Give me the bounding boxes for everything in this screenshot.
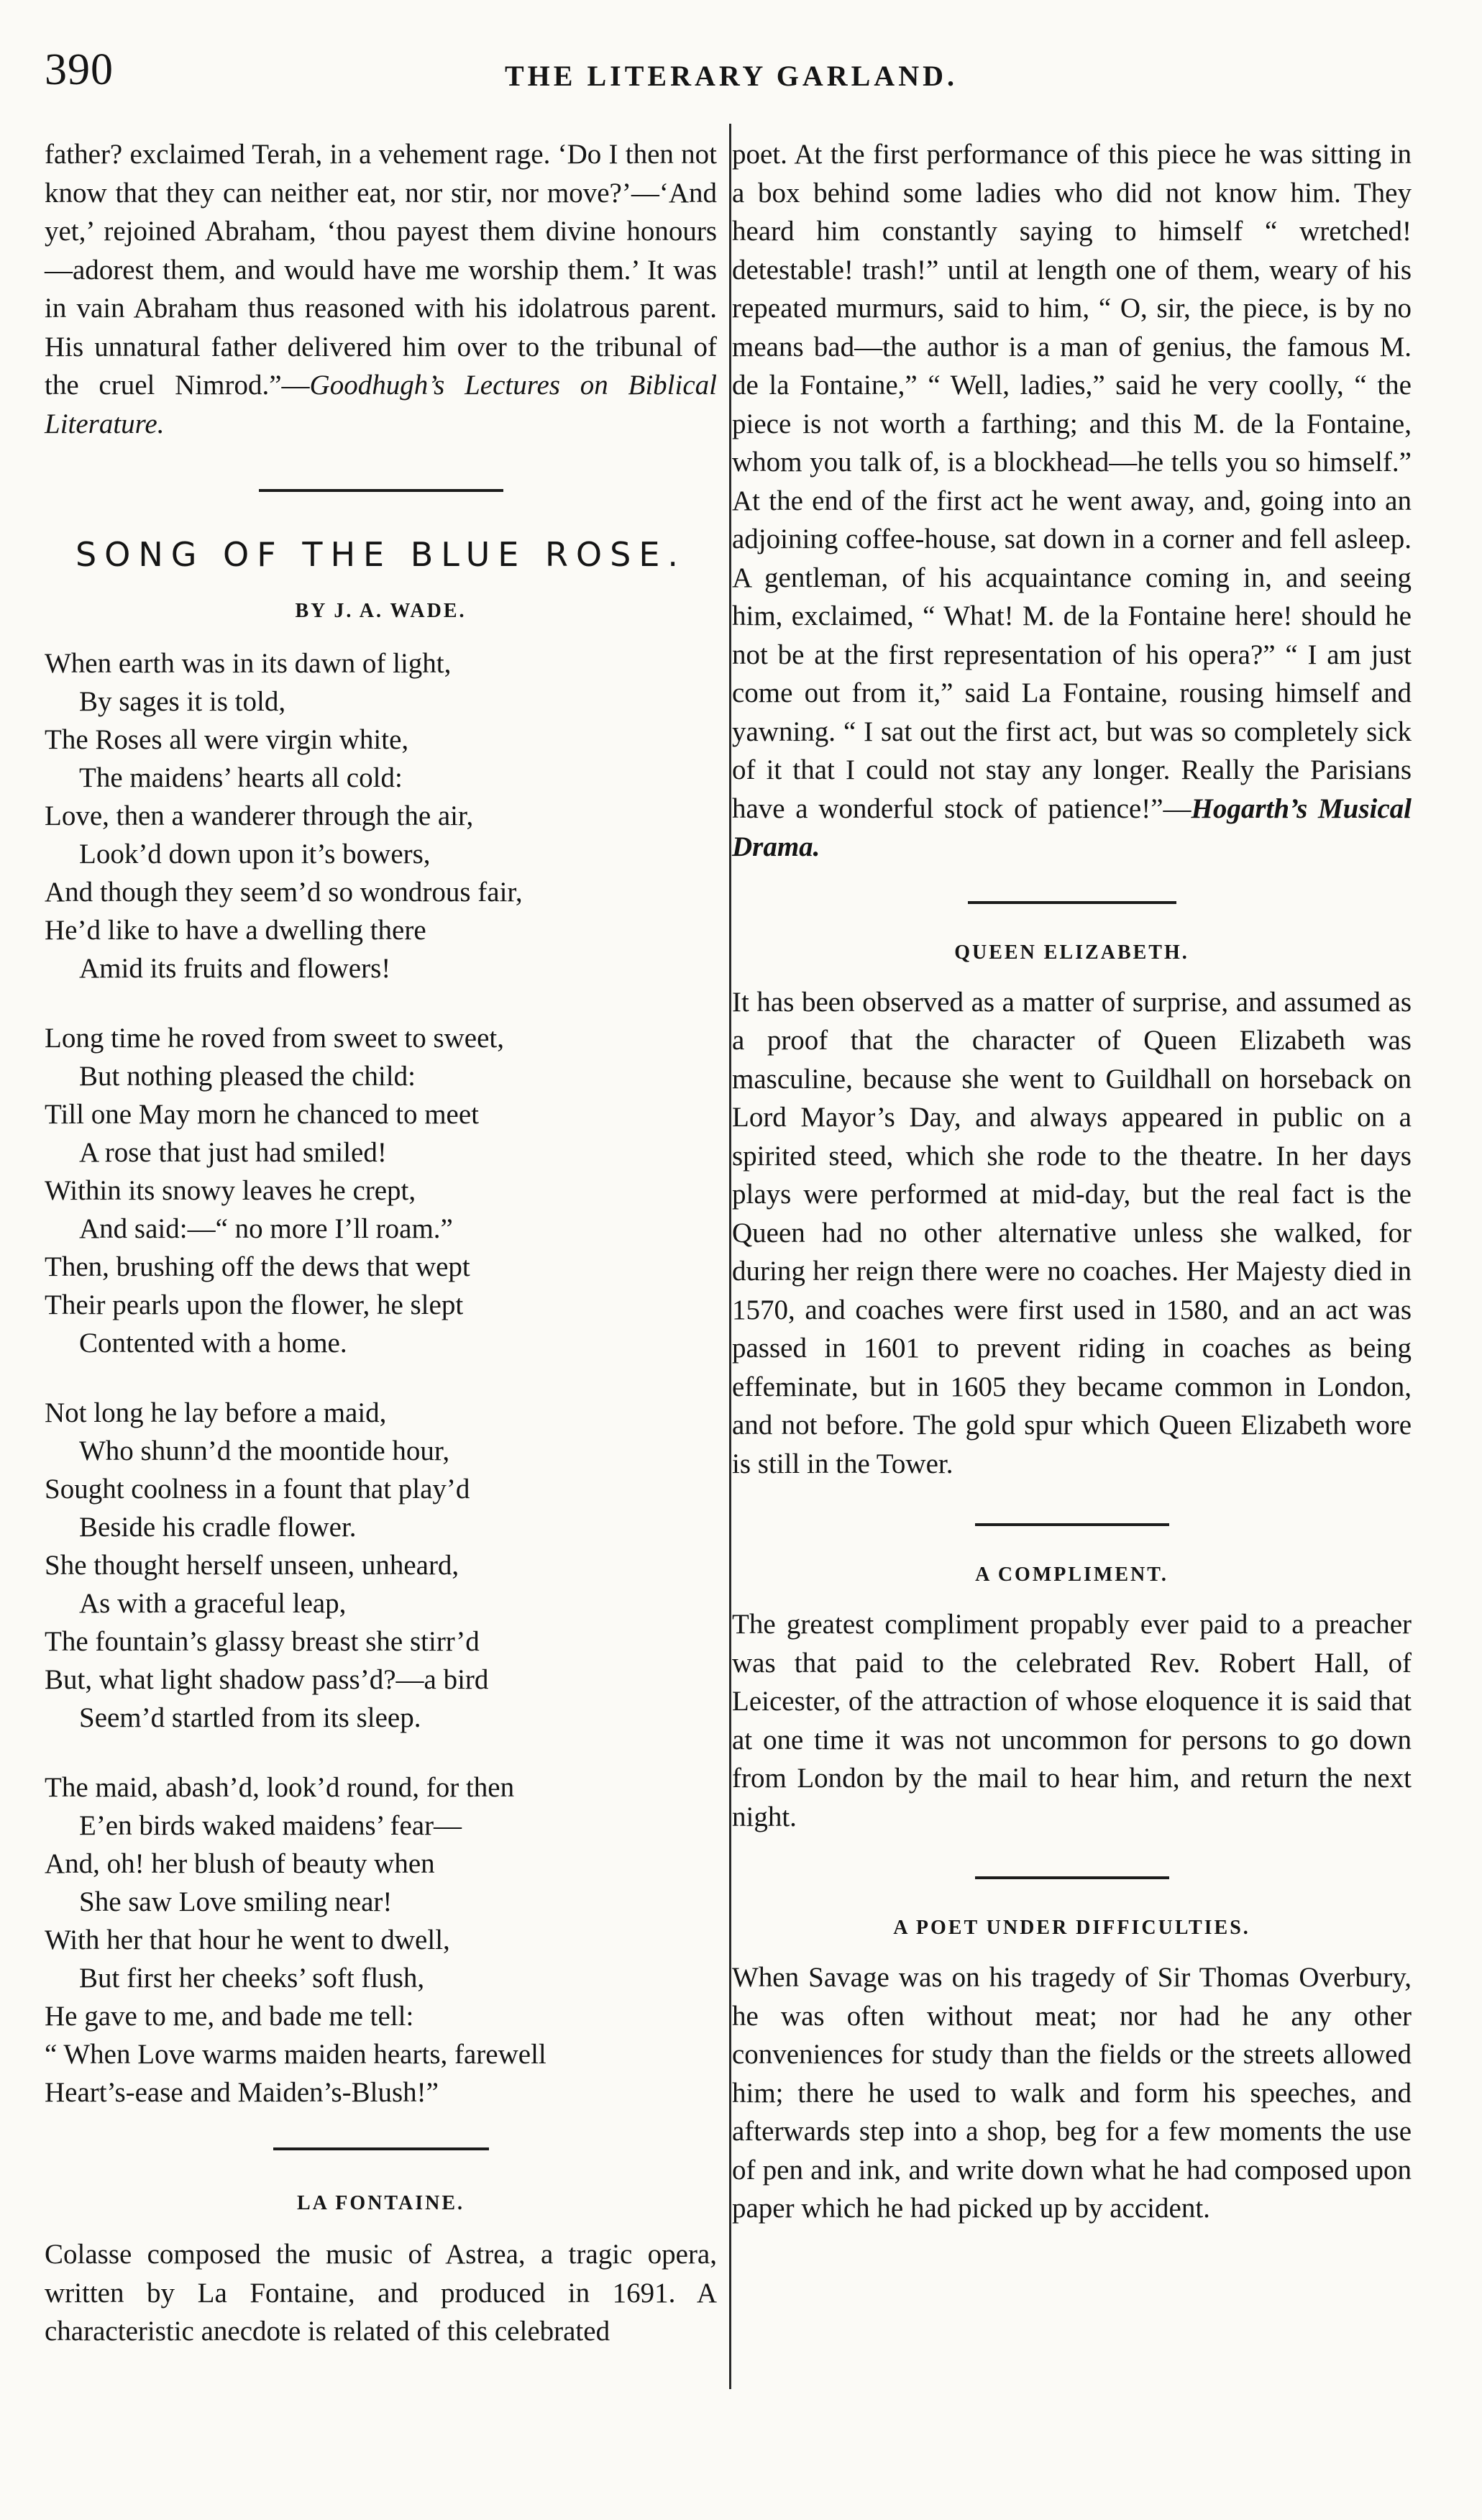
verse-line: He gave to me, and bade me tell: xyxy=(45,2001,414,2032)
separator-rule xyxy=(975,1876,1169,1879)
verse-line: Sought coolness in a fount that play’d xyxy=(45,1474,470,1505)
section-heading-compliment: A COMPLIMENT. xyxy=(975,1563,1168,1586)
left-column xyxy=(45,135,717,2351)
verse-line: A rose that just had smiled! xyxy=(79,1137,387,1168)
verse-line: Within its snowy leaves he crept, xyxy=(45,1175,416,1206)
separator-rule xyxy=(968,901,1176,904)
verse-line: But, what light shadow pass’d?—a bird xyxy=(45,1664,489,1695)
verse-line: As with a graceful leap, xyxy=(79,1588,347,1619)
song-title: SONG OF THE BLUE ROSE. xyxy=(75,535,687,574)
section-heading-poet-under-difficulties: A POET UNDER DIFFICULTIES. xyxy=(893,1917,1250,1939)
verse-line: Then, brushing off the dews that wept xyxy=(45,1251,470,1282)
page-number: 390 xyxy=(45,45,114,94)
page-header xyxy=(45,45,1476,102)
verse-line: Not long he lay before a maid, xyxy=(45,1397,387,1428)
intro-paragraph xyxy=(45,135,717,443)
song-stanza xyxy=(45,644,717,987)
verse-line: Contented with a home. xyxy=(79,1328,347,1359)
separator-rule xyxy=(259,489,503,492)
verse-line: By sages it is told, xyxy=(79,686,286,717)
compliment-paragraph: The greatest compliment propably ever paid to a preacher was that paid to the celebrated Rev. Robert Hall, of Leicester, of the attraction of whose eloquence it is said that at one time it was not uncommon for persons to go down from London by the mail to hear him, and return the next night. xyxy=(732,1609,1412,1832)
verse-line: Beside his cradle flower. xyxy=(79,1512,357,1543)
verse-line: E’en birds waked maidens’ fear— xyxy=(79,1810,462,1841)
verse-line: With her that hour he went to dwell, xyxy=(45,1925,450,1955)
verse-line: She thought herself unseen, unheard, xyxy=(45,1550,459,1581)
queen-elizabeth-paragraph: It has been observed as a matter of surprise, and assumed as a proof that the character of Queen Elizabeth was masculine, because she went to Guildhall on horseback on Lord Mayor’s Day, and always appeared in public on a spirited steed, which she rode to the theatre. In her days plays were performed at mid-day, but the real fact is the Queen had no other alternative unless she walked, for during her reign there were no coaches. Her Majesty died in 1570, and coaches were first used in 1580, and an act was passed in 1601 to prevent riding in coaches as being effeminate, but in 1605 they became common in London, and not before. The gold spur which Queen Elizabeth wore is still in the Tower. xyxy=(732,986,1412,1479)
separator-rule xyxy=(273,2147,489,2150)
verse-line: Heart’s-ease and Maiden’s-Blush!” xyxy=(45,2077,439,2108)
verse-line: Amid its fruits and flowers! xyxy=(79,953,391,984)
verse-line: Look’d down upon it’s bowers, xyxy=(79,839,431,869)
verse-line: The Roses all were virgin white, xyxy=(45,724,409,755)
verse-line: Till one May morn he chanced to meet xyxy=(45,1099,480,1130)
song-byline: BY J. A. WADE. xyxy=(295,600,467,622)
verse-line: Seem’d startled from its sleep. xyxy=(79,1702,421,1733)
verse-line: Long time he roved from sweet to sweet, xyxy=(45,1023,504,1054)
verse-line: But first her cheeks’ soft flush, xyxy=(79,1963,425,1994)
verse-line: The maid, abash’d, look’d round, for then xyxy=(45,1772,515,1803)
poet-paragraph: When Savage was on his tragedy of Sir Thomas Overbury, he was often without meat; nor had he any other conveniences for study than the fields or the streets allowed him; there he used to walk and form his speeches, and afterwards step into a shop, beg for a few moments the use of pen and ink, and write down what he had composed upon paper which he had picked up by accident. xyxy=(732,1962,1412,2224)
verse-line: “ When Love warms maiden hearts, farewell xyxy=(45,2039,546,2070)
verse-line: The fountain’s glassy breast she stirr’d xyxy=(45,1626,480,1657)
verse-line: Their pearls upon the flower, he slept xyxy=(45,1289,464,1320)
verse-line: Who shunn’d the moontide hour, xyxy=(79,1435,450,1466)
intro-text: father? exclaimed Terah, in a vehement rage. ‘Do I then not know that they can neither eat, nor stir, nor move?’—‘And yet,’ rejoined Abraham, ‘thou payest them divine honours—adorest them, and would have me worship them.’ It was in vain Abraham thus reasoned with his idolatrous parent. His unnatural father delivered him over to the tribunal of the cruel Nimrod.”— xyxy=(45,139,717,401)
section-heading-queen-elizabeth: QUEEN ELIZABETH. xyxy=(954,941,1189,964)
verse-line: When earth was in its dawn of light, xyxy=(45,648,452,679)
song-stanza xyxy=(45,1768,717,2112)
column-rule xyxy=(729,124,731,2389)
intro-source: Goodhugh’s Lectures on Biblical Literature. xyxy=(45,370,717,439)
verse-line: Love, then a wanderer through the air, xyxy=(45,800,474,831)
verse-line: And, oh! her blush of beauty when xyxy=(45,1848,435,1879)
song-body xyxy=(45,644,717,2112)
verse-line: And though they seem’d so wondrous fair, xyxy=(45,877,523,908)
verse-line: But nothing pleased the child: xyxy=(79,1061,416,1092)
song-stanza xyxy=(45,1394,717,1737)
verse-line: She saw Love smiling near! xyxy=(79,1886,393,1917)
la-fontaine-paragraph: Colasse composed the music of Astrea, a tragic opera, written by La Fontaine, and produced in 1691. A characteristic anecdote is related of this celebrated xyxy=(45,2239,717,2347)
la-fontaine-continued xyxy=(732,135,1412,867)
la-fontaine-continued-text: poet. At the first performance of this piece he was sitting in a box behind some ladies who did not know him. They heard him constantly saying to himself “ wretched! detestable! trash!” until at length one of them, weary of his repeated murmurs, said to him, “ O, sir, the piece, is by no means bad—the author is a man of genius, the famous M. de la Fontaine,” “ Well, ladies,” said he very coolly, “ the piece is not worth a farthing; and this M. de la Fontaine, whom you talk of, is a blockhead—he tells you so himself.” At the end of the first act he went away, and, going into an adjoining coffee-house, sat down in a corner and fell asleep. A gentleman, of his acquaintance coming in, and seeing him, exclaimed, “ What! M. de la Fontaine here! should he not be at the first representation of his opera?” “ I am just come out from it,” said La Fontaine, rousing himself and yawning. “ I sat out the first act, but was so completely sick of it that I could not stay any longer. Really the Parisians have a wonderful stock of patience!”— xyxy=(732,139,1412,824)
running-title: THE LITERARY GARLAND. xyxy=(505,60,958,92)
right-column xyxy=(732,135,1412,2228)
song-stanza xyxy=(45,1019,717,1362)
verse-line: He’d like to have a dwelling there xyxy=(45,915,426,946)
la-fontaine-source: Hogarth’s Musical Drama. xyxy=(732,793,1412,862)
verse-line: The maidens’ hearts all cold: xyxy=(79,762,403,793)
verse-line: And said:—“ no more I’ll roam.” xyxy=(79,1213,453,1244)
section-heading-la-fontaine: LA FONTAINE. xyxy=(296,2192,465,2214)
separator-rule xyxy=(975,1523,1169,1526)
